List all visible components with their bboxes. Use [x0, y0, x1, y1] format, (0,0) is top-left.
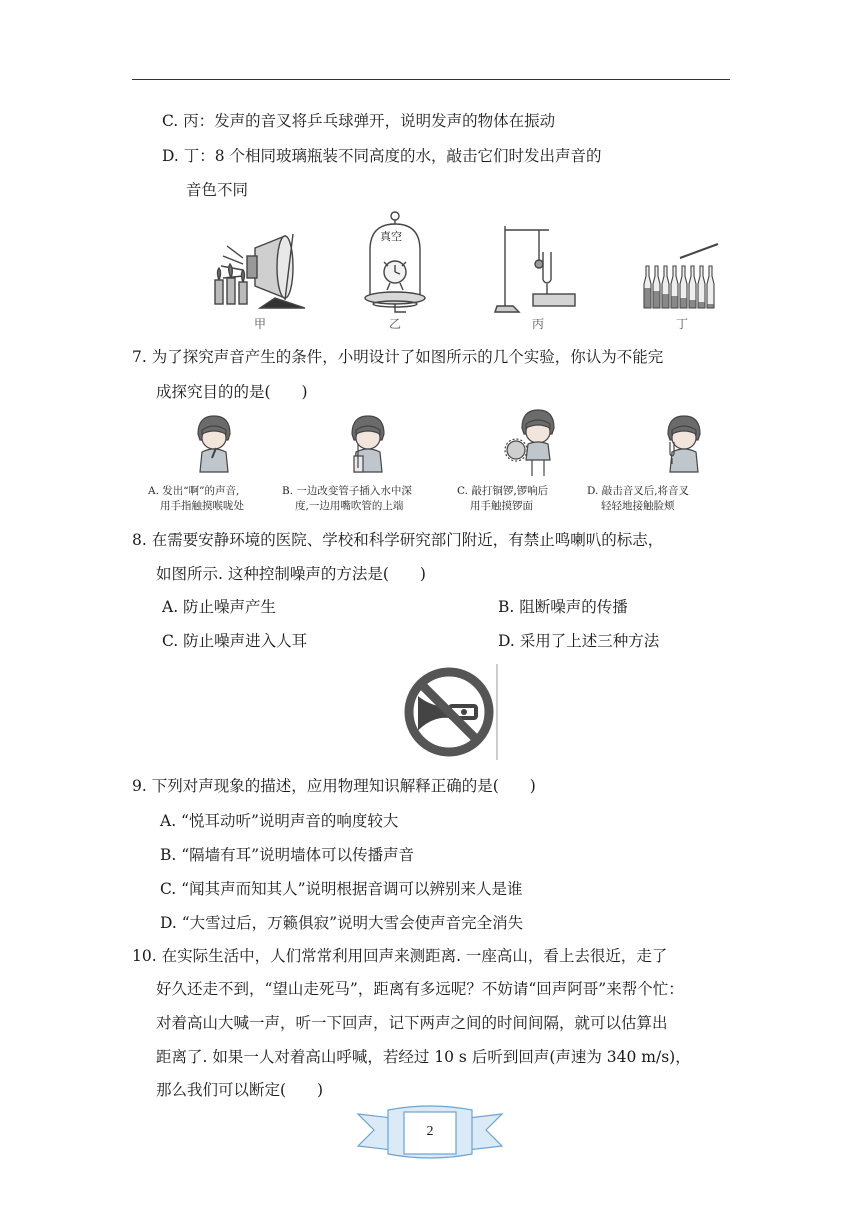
q8-stem-cont: 如图所示. 这种控制噪声的方法是( ) [156, 565, 426, 583]
figure-bing-tuning-fork [495, 222, 585, 314]
q7-figure-a-boy [192, 414, 236, 474]
q7-stem-cont: 成探究目的的是( ) [156, 383, 308, 401]
q7-caption-d-line1: D. 敲击音叉后,将音叉 [587, 485, 690, 497]
q6-option-d-cont: 音色不同 [186, 181, 249, 199]
q8-option-c: C. 防止噪声进入人耳 [162, 632, 308, 650]
q7-caption-a-line2: 用手指触摸喉咙处 [160, 500, 244, 512]
q7-caption-b-line1: B. 一边改变管子插入水中深 [282, 485, 412, 497]
figure-bing-label: 丙 [531, 317, 544, 331]
q10-stem-line1: 10. 在实际生活中，人们常常利用回声来测距离. 一座高山，看上去很近，走了 [132, 947, 668, 965]
q8-option-d: D. 采用了上述三种方法 [498, 632, 660, 650]
q9-option-d: D. “大雪过后，万籁俱寂”说明大雪会使声音完全消失 [160, 914, 524, 932]
q7-caption-a-line1: A. 发出“啊”的声音, [148, 485, 240, 497]
q7-stem: 7. 为了探究声音产生的条件，小明设计了如图所示的几个实验，你认为不能完 [132, 348, 664, 366]
q9-option-a: A. “悦耳动听”说明声音的响度较大 [160, 812, 399, 830]
q10-stem-line2: 好久还走不到，“望山走死马”，距离有多远呢？不妨请“回声阿哥”来帮个忙： [156, 980, 684, 998]
q7-caption-c-line1: C. 敲打铜锣,锣响后 [457, 485, 549, 497]
q7-figure-c-boy-gong [504, 408, 560, 478]
q8-option-b: B. 阻断噪声的传播 [498, 598, 628, 616]
q10-stem-line3: 对着高山大喊一声，听一下回声，记下两声之间的时间间隔，就可以估算出 [156, 1014, 668, 1032]
figure-yi-label: 乙 [388, 317, 401, 331]
q8-stem: 8. 在需要安静环境的医院、学校和科学研究部门附近，有禁止鸣喇叭的标志， [132, 531, 664, 549]
q9-stem: 9. 下列对声现象的描述，应用物理知识解释正确的是( ) [132, 777, 536, 795]
header-rule [132, 79, 730, 80]
q9-option-b: B. “隔墙有耳”说明墙体可以传播声音 [160, 846, 415, 864]
q6-option-d: D. 丁：8 个相同玻璃瓶装不同高度的水，敲击它们时发出声音的 [162, 147, 602, 165]
figure-jia-speaker [205, 228, 315, 313]
q7-figure-b-boy [346, 414, 390, 474]
q7-figure-d-boy-fork [662, 414, 706, 474]
q10-stem-line4: 距离了. 如果一人对着高山呼喊，若经过 10 s 后听到回声(声速为 340 m/s)， [156, 1048, 691, 1066]
q8-option-a: A. 防止噪声产生 [162, 598, 277, 616]
figure-ding-bottles [640, 240, 720, 312]
figure-jia-label: 甲 [253, 317, 266, 331]
figure-yi-bell-jar [360, 210, 430, 315]
vacuum-label: 真空 [380, 230, 402, 243]
no-horn-sign-icon [402, 664, 502, 764]
q9-option-c: C. “闻其声而知其人”说明根据音调可以辨别来人是谁 [160, 880, 523, 898]
q7-caption-d-line2: 轻轻地接触脸颊 [601, 500, 675, 512]
q7-caption-c-line2: 用手触摸锣面 [470, 500, 533, 512]
q7-caption-b-line2: 度,一边用嘴吹管的上端 [295, 500, 404, 512]
figure-ding-label: 丁 [675, 317, 688, 331]
q6-option-c: C. 丙：发声的音叉将乒乓球弹开，说明发声的物体在振动 [162, 112, 556, 130]
q10-stem-line5: 那么我们可以断定( ) [156, 1081, 324, 1099]
page-number: 2 [426, 1124, 434, 1139]
